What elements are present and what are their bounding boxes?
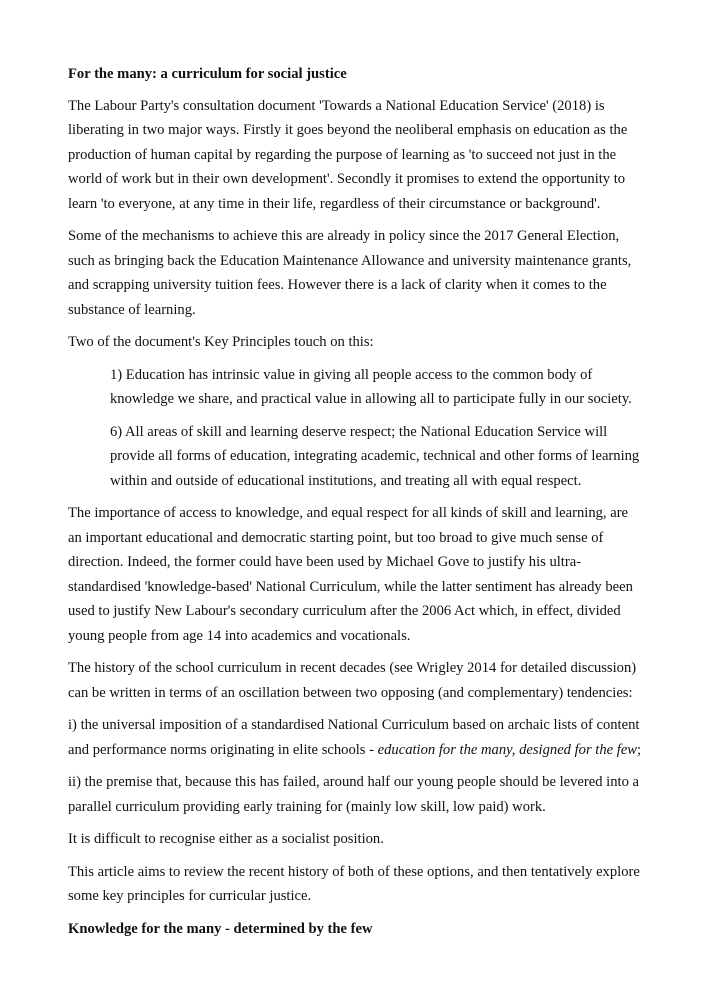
- paragraph: The Labour Party's consultation document 'Towards a National Education Service' (2018) is liberating in two major ways. Firstly it goes beyond the neoliberal emphasis on education as the production of human capital by regarding the purpose of learning as 'to succeed not just in the world of work but in their own development'. Secondly it promises to extend the opportunity to learn 'to everyone, at any time in their life, regardless of their circumstance or background'.: [68, 97, 628, 212]
- tendency-i-emphasis: education for the many, designed for the few: [377, 741, 638, 758]
- paragraph: Some of the mechanisms to achieve this are already in policy since the 2017 General Election, such as bringing back the Education Maintenance Allowance and university maintenance grants, and scrapping university tuition fees. However there is a lack of clarity when it comes to the substance of learning.: [68, 228, 632, 318]
- tendency-i-text: i) the universal imposition of a standardised National Curriculum based on archaic lists of content and performance norms originating in elite schools -: [68, 717, 640, 758]
- paragraph: Two of the document's Key Principles touch on this:: [68, 334, 374, 350]
- section-heading: For the many: a curriculum for social justice: [68, 66, 347, 82]
- key-principle-1: 1) Education has intrinsic value in giving all people access to the common body of knowledge we share, and practical value in allowing all to participate fully in our society.: [110, 366, 632, 407]
- key-principle-6: 6) All areas of skill and learning deserve respect; the National Education Service will provide all forms of education, integrating academic, technical and other forms of learning within and outside of educational institutions, and treating all with equal respect.: [110, 423, 640, 489]
- document-body: [68, 62, 643, 948]
- paragraph: This article aims to review the recent history of both of these options, and then tentatively explore some key principles for curricular justice.: [68, 863, 640, 904]
- paragraph: The history of the school curriculum in recent decades (see Wrigley 2014 for detailed discussion) can be written in terms of an oscillation between two opposing (and complementary) tendencies:: [68, 660, 637, 701]
- tendency-i-end: ;: [637, 741, 642, 758]
- section-heading: Knowledge for the many - determined by the few: [68, 920, 373, 937]
- tendency-i: [68, 713, 643, 762]
- paragraph: The importance of access to knowledge, and equal respect for all kinds of skill and learning, are an important educational and democratic starting point, but too broad to give much sense of direction. Indeed, the former could have been used by Michael Gove to justify his ultra-standardised 'knowledge-based' National Curriculum, while the latter sentiment has already been used to justify New Labour's secondary curriculum after the 2006 Act which, in effect, divided young people from age 14 into academics and vocationals.: [68, 505, 633, 644]
- tendency-ii: ii) the premise that, because this has failed, around half our young people should be levered into a parallel curriculum providing early training for (mainly low skill, low paid) work.: [68, 774, 640, 815]
- paragraph: It is difficult to recognise either as a socialist position.: [68, 831, 384, 847]
